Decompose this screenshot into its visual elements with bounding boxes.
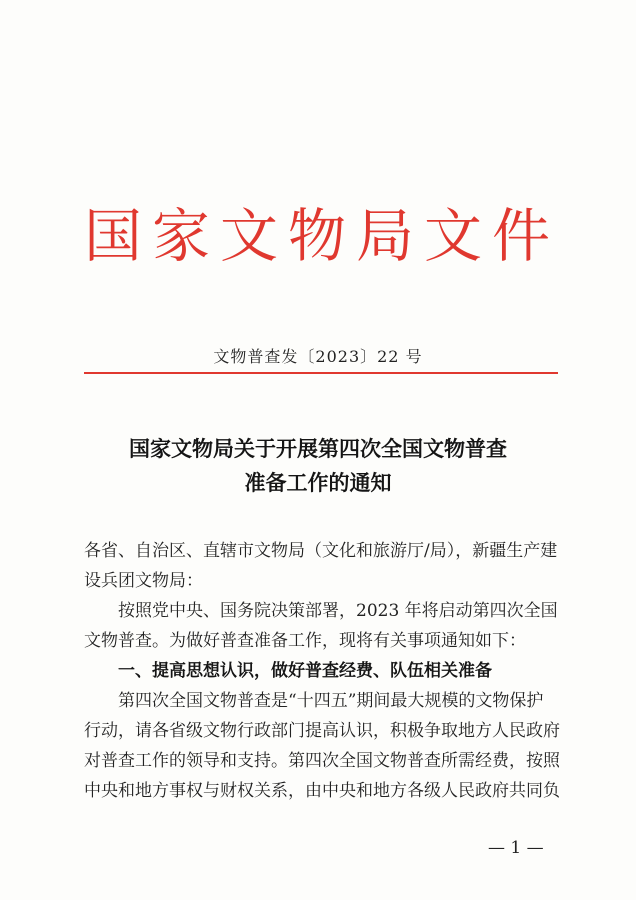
page-number: — 1 — [488, 838, 544, 858]
document-title-line-1: 国家文物局关于开展第四次全国文物普查 [129, 437, 507, 461]
section-heading: 一、提高思想认识，做好普查经费、队伍相关准备 [118, 661, 492, 681]
body-paragraph-line: 对普查工作的领导和支持。第四次全国文物普查所需经费，按照 [84, 751, 560, 771]
body-paragraph-line: 中央和地方事权与财权关系，由中央和地方各级人民政府共同负 [84, 781, 560, 801]
document-body [84, 536, 564, 806]
document-title-line-2: 准备工作的通知 [244, 471, 392, 495]
red-divider-line [84, 372, 558, 374]
body-paragraph-line: 第四次全国文物普查是“十四五”期间最大规模的文物保护 [118, 691, 544, 711]
document-number: 文物普查发〔2023〕22 号 [213, 347, 423, 366]
issuing-authority-header: 国家文物局文件 [83, 202, 560, 270]
addressee-line: 各省、自治区、直辖市文物局（文化和旅游厅/局），新疆生产建 [84, 541, 558, 561]
body-paragraph-line: 按照党中央、国务院决策部署，2023 年将启动第四次全国 [118, 601, 558, 621]
body-paragraph-line: 文物普查。为做好普查准备工作，现将有关事项通知如下： [84, 631, 526, 651]
document-title [60, 432, 576, 500]
body-paragraph-line: 行动，请各省级文物行政部门提高认识，积极争取地方人民政府 [84, 721, 560, 741]
addressee-line-continued: 设兵团文物局： [84, 571, 203, 591]
